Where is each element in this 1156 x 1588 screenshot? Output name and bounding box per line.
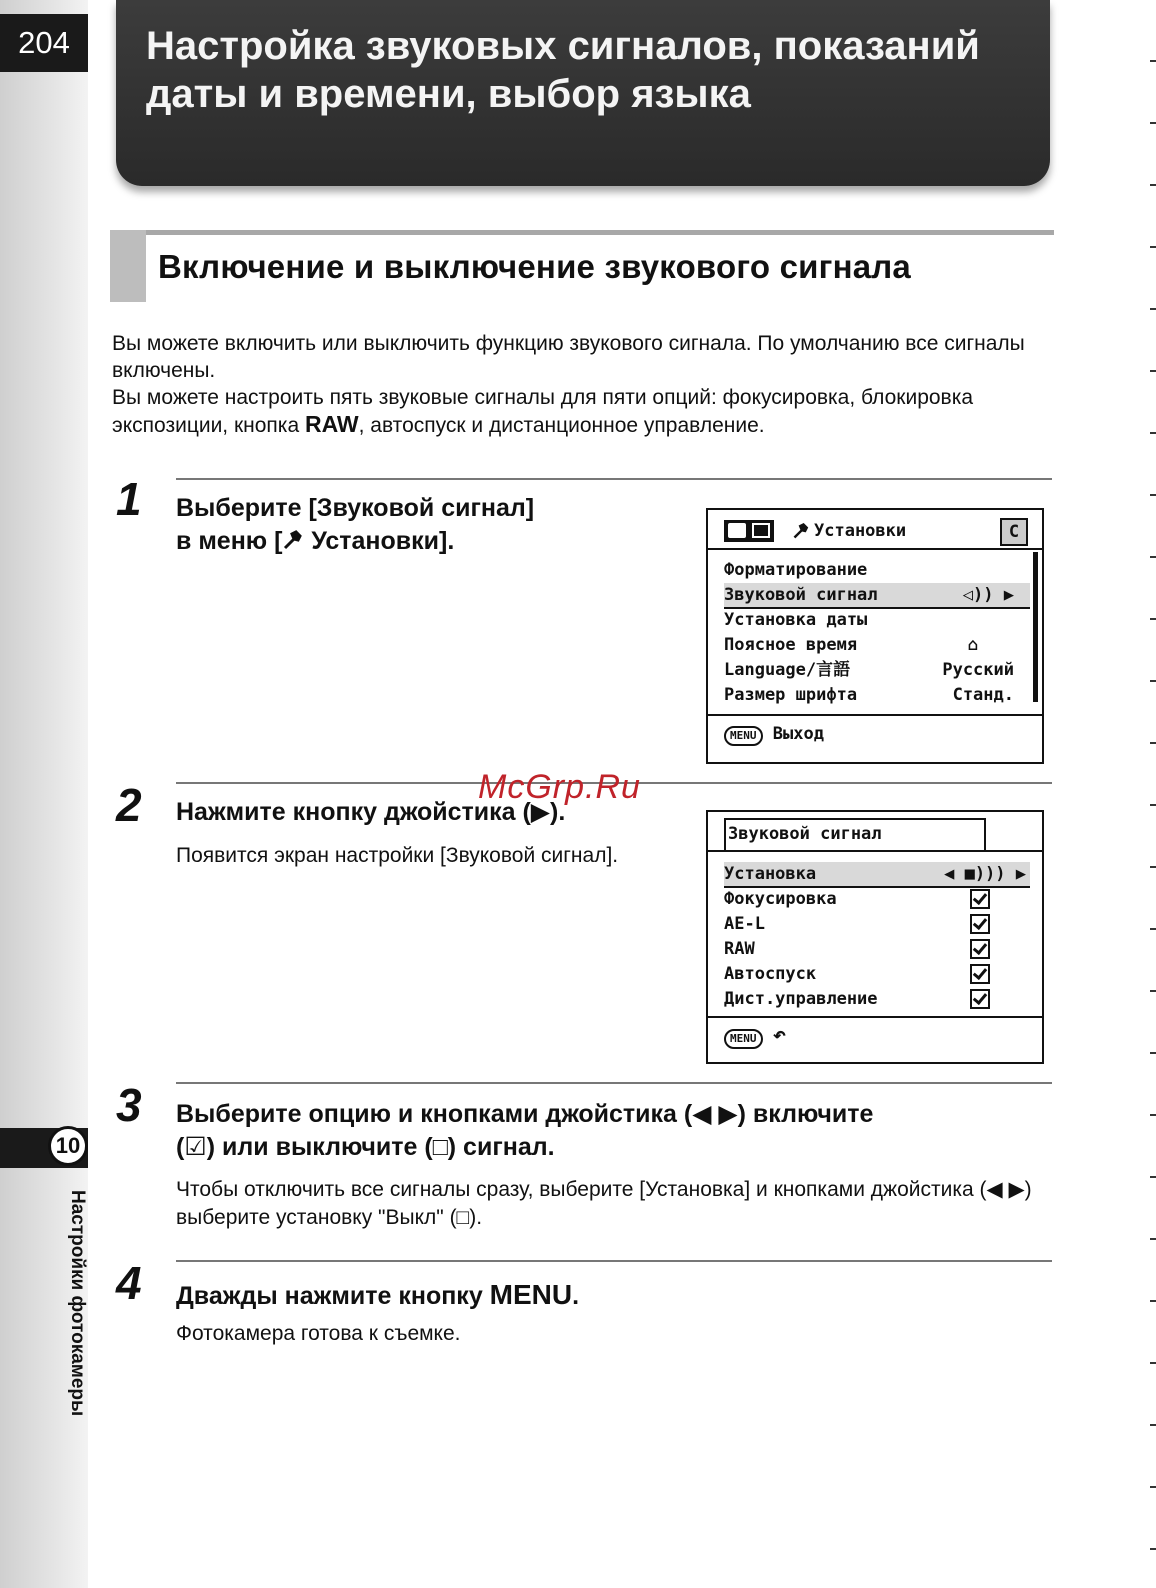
tab-setup-label: Установки [814, 521, 907, 541]
step-3-text: Чтобы отключить все сигналы сразу, выберите [Установка] и кнопками джойстика (◀ ▶) выберите установку "Выкл" (□). [176, 1178, 1032, 1229]
step-4-text: Фотокамера готова к съемке. [176, 1322, 461, 1345]
section-marker [110, 230, 146, 302]
intro-text [112, 330, 1056, 439]
step-2-text: Появится экран настройки [Звуковой сигнал]. [176, 844, 619, 867]
step-3-title-line2: (☑) или выключите (□) сигнал. [176, 1133, 555, 1161]
option-label: AE-L [724, 914, 765, 934]
step-4-number: 4 [116, 1257, 142, 1309]
menu-item-label: Установка даты [724, 610, 868, 630]
step-3-title-line1: Выберите опцию и кнопками джойстика (◀ ▶) включите [176, 1100, 874, 1128]
menu-button-badge: MENU [724, 1029, 763, 1049]
menu-item-label: Language/言語 [724, 660, 851, 680]
tab-underline [708, 548, 1042, 550]
page-edge [1150, 0, 1156, 1588]
menu-item[interactable] [724, 633, 1030, 657]
menu-exit-hint[interactable] [724, 722, 824, 746]
home-icon: ⌂ [967, 635, 978, 655]
section-title: Включение и выключение звукового сигнала [158, 248, 911, 285]
step-1-title-part: в меню [ [176, 527, 283, 555]
option-label: Дист.управление [724, 989, 878, 1009]
intro-2c: , автоспуск и дистанционное управление. [358, 414, 765, 437]
checkbox-checked-icon[interactable] [970, 989, 990, 1009]
checkbox-checked-icon[interactable] [970, 939, 990, 959]
tab-custom[interactable]: C [1000, 518, 1028, 546]
intro-raw: RAW [304, 411, 359, 437]
screen-tab: Звуковой сигнал [724, 818, 986, 850]
step-divider [176, 1082, 1052, 1084]
exit-label: Выход [772, 724, 824, 744]
menu-back-hint[interactable] [724, 1024, 786, 1049]
playback-icon [752, 523, 770, 538]
menu-item-value: Русский [942, 660, 1014, 680]
step-1-title-line2 [176, 525, 534, 558]
menu-item[interactable] [724, 683, 1030, 707]
intro-paragraph-1: Вы можете включить или выключить функцию звукового сигнала. По умолчанию все сигналы включены. [112, 332, 1025, 382]
option-row[interactable] [724, 937, 1030, 961]
chapter-label: Настройки фотокамеры [67, 1190, 88, 1417]
option-label: Автоспуск [724, 964, 817, 984]
menu-item-value: Станд. [952, 685, 1014, 705]
page-title: Настройка звуковых сигналов, показаний даты и времени, выбор языка [146, 24, 980, 116]
intro-2a: Вы можете настроить пять звуковые сигналы для пяти опций: фокусировка, блокировка экспозиции, кнопка [112, 386, 974, 437]
step-4-title-part: Дважды нажмите кнопку [176, 1282, 490, 1310]
wrench-icon [792, 522, 810, 540]
step-4-menu-word: MENU [489, 1279, 573, 1310]
step-1-title-end: Установки]. [304, 527, 455, 555]
menu-item[interactable] [724, 558, 1030, 582]
page-number: 204 [0, 14, 88, 72]
step-4-title [176, 1278, 579, 1313]
tab-underline [708, 850, 1042, 852]
step-divider [176, 478, 1052, 480]
setting-row-selected[interactable] [724, 862, 1030, 888]
option-row[interactable] [724, 987, 1030, 1011]
checkbox-checked-icon[interactable] [970, 914, 990, 934]
step-2-number: 2 [116, 779, 142, 831]
menu-item-value: ◁)) ▶ [962, 585, 1014, 605]
intro-paragraph-2 [112, 384, 1056, 439]
checkbox-checked-icon[interactable] [970, 964, 990, 984]
wrench-icon [282, 529, 304, 551]
footer-divider [708, 1016, 1042, 1018]
menu-item-label: Поясное время [724, 635, 858, 655]
step-3-title [176, 1098, 1056, 1164]
menu-item-label: Размер шрифта [724, 685, 858, 705]
step-1-title [176, 492, 534, 558]
menu-item-selected[interactable] [724, 583, 1030, 609]
checkbox-checked-icon[interactable] [970, 889, 990, 909]
setup-menu-screen [706, 508, 1044, 764]
camera-icon [728, 523, 746, 538]
option-label: RAW [724, 939, 755, 959]
back-arrow-icon: ↶ [772, 1023, 786, 1048]
option-row[interactable] [724, 887, 1030, 911]
chapter-number: 10 [48, 1126, 88, 1166]
menu-item-label: Форматирование [724, 560, 868, 580]
beep-settings-screen [706, 810, 1044, 1064]
step-divider [176, 1260, 1052, 1262]
scrollbar[interactable] [1033, 552, 1038, 702]
footer-divider [708, 714, 1042, 716]
option-label: Фокусировка [724, 889, 837, 909]
setting-value: ◀ ■))) ▶ [944, 864, 1026, 884]
step-3-number: 3 [116, 1079, 142, 1131]
menu-item[interactable] [724, 658, 1030, 682]
option-row[interactable] [724, 912, 1030, 936]
option-row[interactable] [724, 962, 1030, 986]
menu-item[interactable] [724, 608, 1030, 632]
step-1-title-line1: Выберите [Звуковой сигнал] [176, 494, 535, 522]
step-4-title-end: . [572, 1282, 580, 1310]
step-1-number: 1 [116, 473, 142, 525]
menu-item-label: Звуковой сигнал [724, 585, 878, 605]
setting-label: Установка [724, 864, 817, 884]
watermark: McGrp.Ru [478, 768, 641, 806]
menu-button-badge: MENU [724, 726, 763, 746]
camera-playback-tabs [724, 520, 774, 542]
step-2-title: Нажмите кнопку джойстика (▶). [176, 798, 566, 826]
